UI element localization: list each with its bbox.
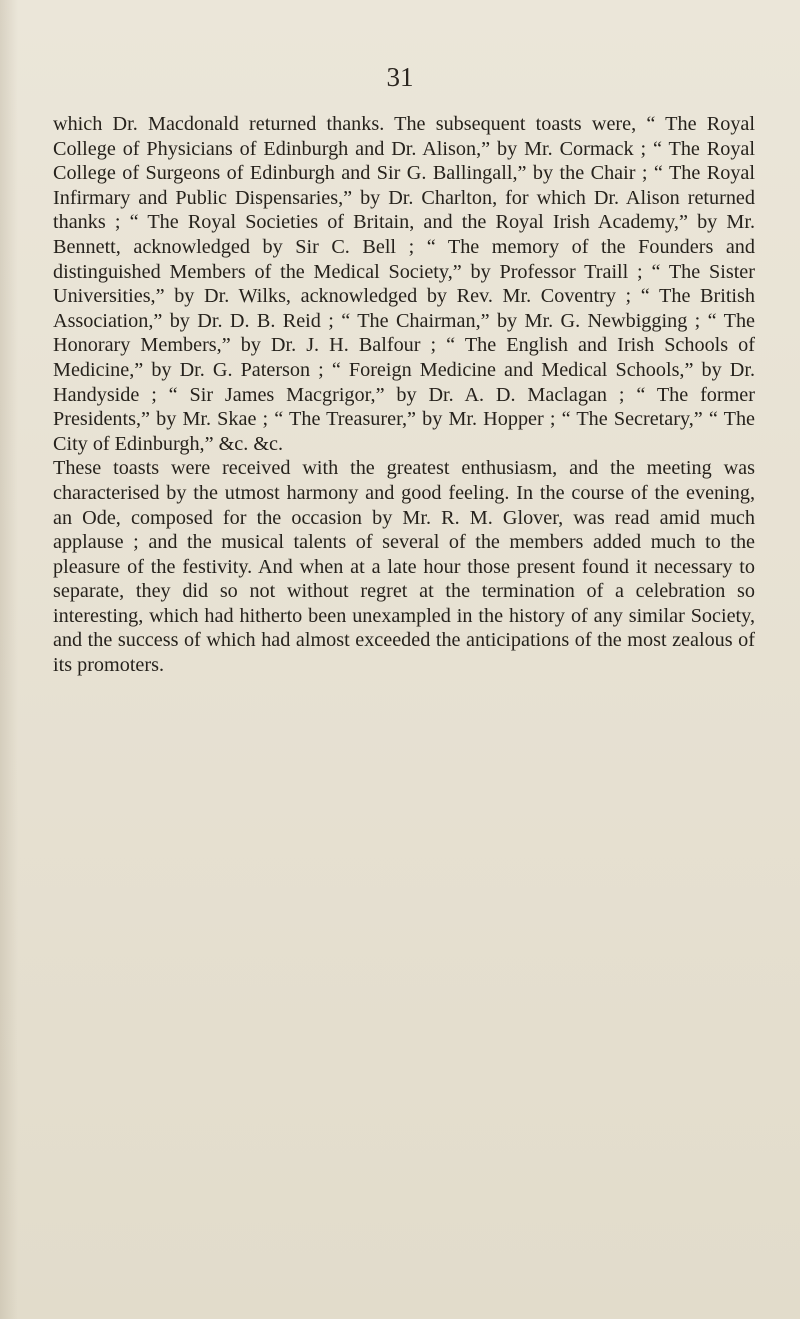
paragraph-toasts: which Dr. Macdonald returned thanks. The subsequent toasts were, “ The Royal College of Physicians of Edinburgh and Dr. Alison,” by Mr. Cormack ; “ The Royal College of Surgeons of Edinburgh and Sir G. Ballingall,” by the Chair ; “ The Royal Infirmary and Public Dispensaries,” by Dr. Charlton, for which Dr. Alison returned thanks ; “ The Royal Societies of Britain, and the Royal Irish Academy,” by Mr. Bennett, acknowledged by Sir C. Bell ; “ The memory of the Founders and distinguished Members of the Medical Society,” by Professor Traill ; “ The Sister Universities,” by Dr. Wilks, acknowledged by Rev. Mr. Coventry ; “ The British Association,” by Dr. D. B. Reid ; “ The Chairman,” by Mr. G. Newbigging ; “ The Honorary Members,” by Dr. J. H. Balfour ; “ The English and Irish Schools of Medicine,” by Dr. G. Paterson ; “ Foreign Medicine and Medical Schools,” by Dr. Handyside ; “ Sir James Macgrigor,” by Dr. A. D. Maclagan ; “ The former Presidents,” by Mr. Skae ; “ The Treasurer,” by Mr. Hopper ; “ The Secretary,” “ The City of Edinburgh,” &c. &c. — [53, 113, 755, 455]
body-text — [53, 112, 755, 678]
page-number: 31 — [386, 62, 414, 92]
page-edge-shadow — [0, 0, 18, 1319]
paragraph-closing: These toasts were received with the greatest enthusiasm, and the meeting was characterised by the utmost harmony and good feeling. In the course of the evening, an Ode, composed for the occasion by Mr. R. M. Glover, was read amid much applause ; and the musical talents of several of the members added much to the pleasure of the festivity. And when at a late hour those present found it necessary to separate, they did so not without regret at the termination of a celebration so interesting, which had hitherto been unexampled in the history of any similar Society, and the success of which had almost exceeded the anticipations of the most zealous of its promoters. — [53, 457, 755, 677]
